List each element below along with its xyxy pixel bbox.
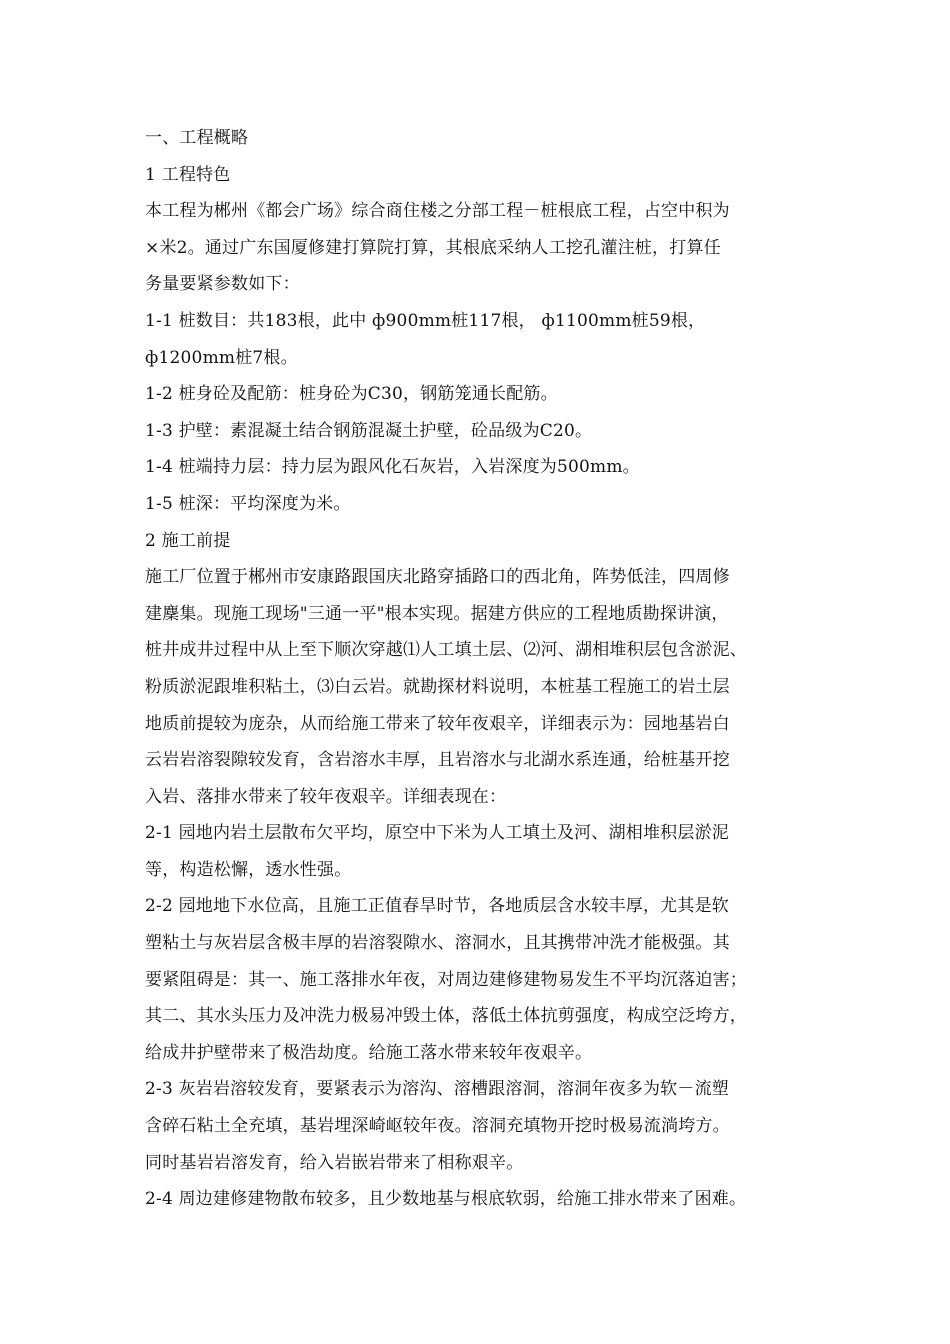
list-item: 1-4 桩端持力层：持力层为跟风化石灰岩，入岩深度为500mm。 xyxy=(145,457,640,478)
list-item-continuation: 给成井护壁带来了极浩劫度。给施工落水带来较年夜艰辛。 xyxy=(145,1042,593,1063)
list-item: 1-1 桩数目：共183根，此中 ф900mm桩117根， ф1100mm桩59根， xyxy=(145,310,706,331)
list-item-continuation: 塑粘土与灰岩层含极丰厚的岩溶裂隙水、溶洞水，且其携带冲洗才能极强。其 xyxy=(145,933,730,954)
document-body xyxy=(145,120,825,1218)
paragraph-line: 桩井成井过程中从上至下顺次穿越⑴人工填土层、⑵河、湖相堆积层包含淤泥、 xyxy=(145,640,747,661)
paragraph-line: ×米2。通过广东国厦修建打算院打算，其根底采纳人工挖孔灌注桩，打算任 xyxy=(145,237,721,258)
list-item-continuation: ф1200mm桩7根。 xyxy=(145,347,298,368)
list-item: 2-1 园地内岩土层散布欠平均，原空中下米为人工填土及河、湖相堆积层淤泥 xyxy=(145,823,729,844)
paragraph-line: 地质前提较为庞杂，从而给施工带来了较年夜艰辛，详细表示为：园地基岩白 xyxy=(145,713,730,734)
paragraph-line: 本工程为郴州《都会广场》综合商住楼之分部工程－桩根底工程，占空中积为 xyxy=(145,201,730,222)
list-item: 2-3 灰岩岩溶较发育，要紧表示为溶沟、溶槽跟溶洞，溶洞年夜多为软－流塑 xyxy=(145,1079,729,1100)
subsection-heading: 2 施工前提 xyxy=(145,530,231,551)
list-item: 1-5 桩深：平均深度为米。 xyxy=(145,493,351,514)
section-heading: 一、工程概略 xyxy=(145,128,249,148)
paragraph-line: 务量要紧参数如下： xyxy=(145,274,300,295)
list-item: 2-2 园地地下水位高，且施工正值春旱时节，各地质层含水较丰厚，尤其是软 xyxy=(145,896,729,917)
list-item: 2-4 周边建修建物散布较多，且少数地基与根底软弱，给施工排水带来了困难。 xyxy=(145,1189,747,1210)
list-item-continuation: 等，构造松懈，透水性强。 xyxy=(145,859,352,880)
paragraph-line: 入岩、落排水带来了较年夜艰辛。详细表现在： xyxy=(145,786,507,807)
paragraph-line: 施工厂位置于郴州市安康路跟国庆北路穿插路口的西北角，阵势低洼，四周修 xyxy=(145,567,730,588)
list-item-continuation: 含碎石粘土全充填，基岩埋深崎岖较年夜。溶洞充填物开挖时极易流淌垮方。 xyxy=(145,1116,730,1137)
subsection-heading: 1 工程特色 xyxy=(145,164,231,185)
list-item-continuation: 同时基岩岩溶发育，给入岩嵌岩带来了相称艰辛。 xyxy=(145,1152,524,1173)
paragraph-line: 粉质淤泥跟堆积粘土，⑶白云岩。就勘探材料说明，本桩基工程施工的岩土层 xyxy=(145,676,730,697)
list-item-continuation: 其二、其水头压力及冲洗力极易冲毁土体，落低土体抗剪强度，构成空泛垮方， xyxy=(145,1006,747,1027)
paragraph-line: 云岩岩溶裂隙较发育，含岩溶水丰厚，且岩溶水与北湖水系连通，给桩基开挖 xyxy=(145,750,730,771)
list-item: 1-2 桩身砼及配筋：桩身砼为C30，钢筋笼通长配筋。 xyxy=(145,384,558,405)
list-item-continuation: 要紧阻碍是：其一、施工落排水年夜，对周边建修建物易发生不平均沉落迫害； xyxy=(145,969,747,990)
list-item: 1-3 护壁：素混凝土结合钢筋混凝土护壁，砼品级为C20。 xyxy=(145,420,593,441)
paragraph-line: 建麇集。现施工现场"三通一平"根本实现。据建方供应的工程地质勘探讲演， xyxy=(145,603,729,624)
